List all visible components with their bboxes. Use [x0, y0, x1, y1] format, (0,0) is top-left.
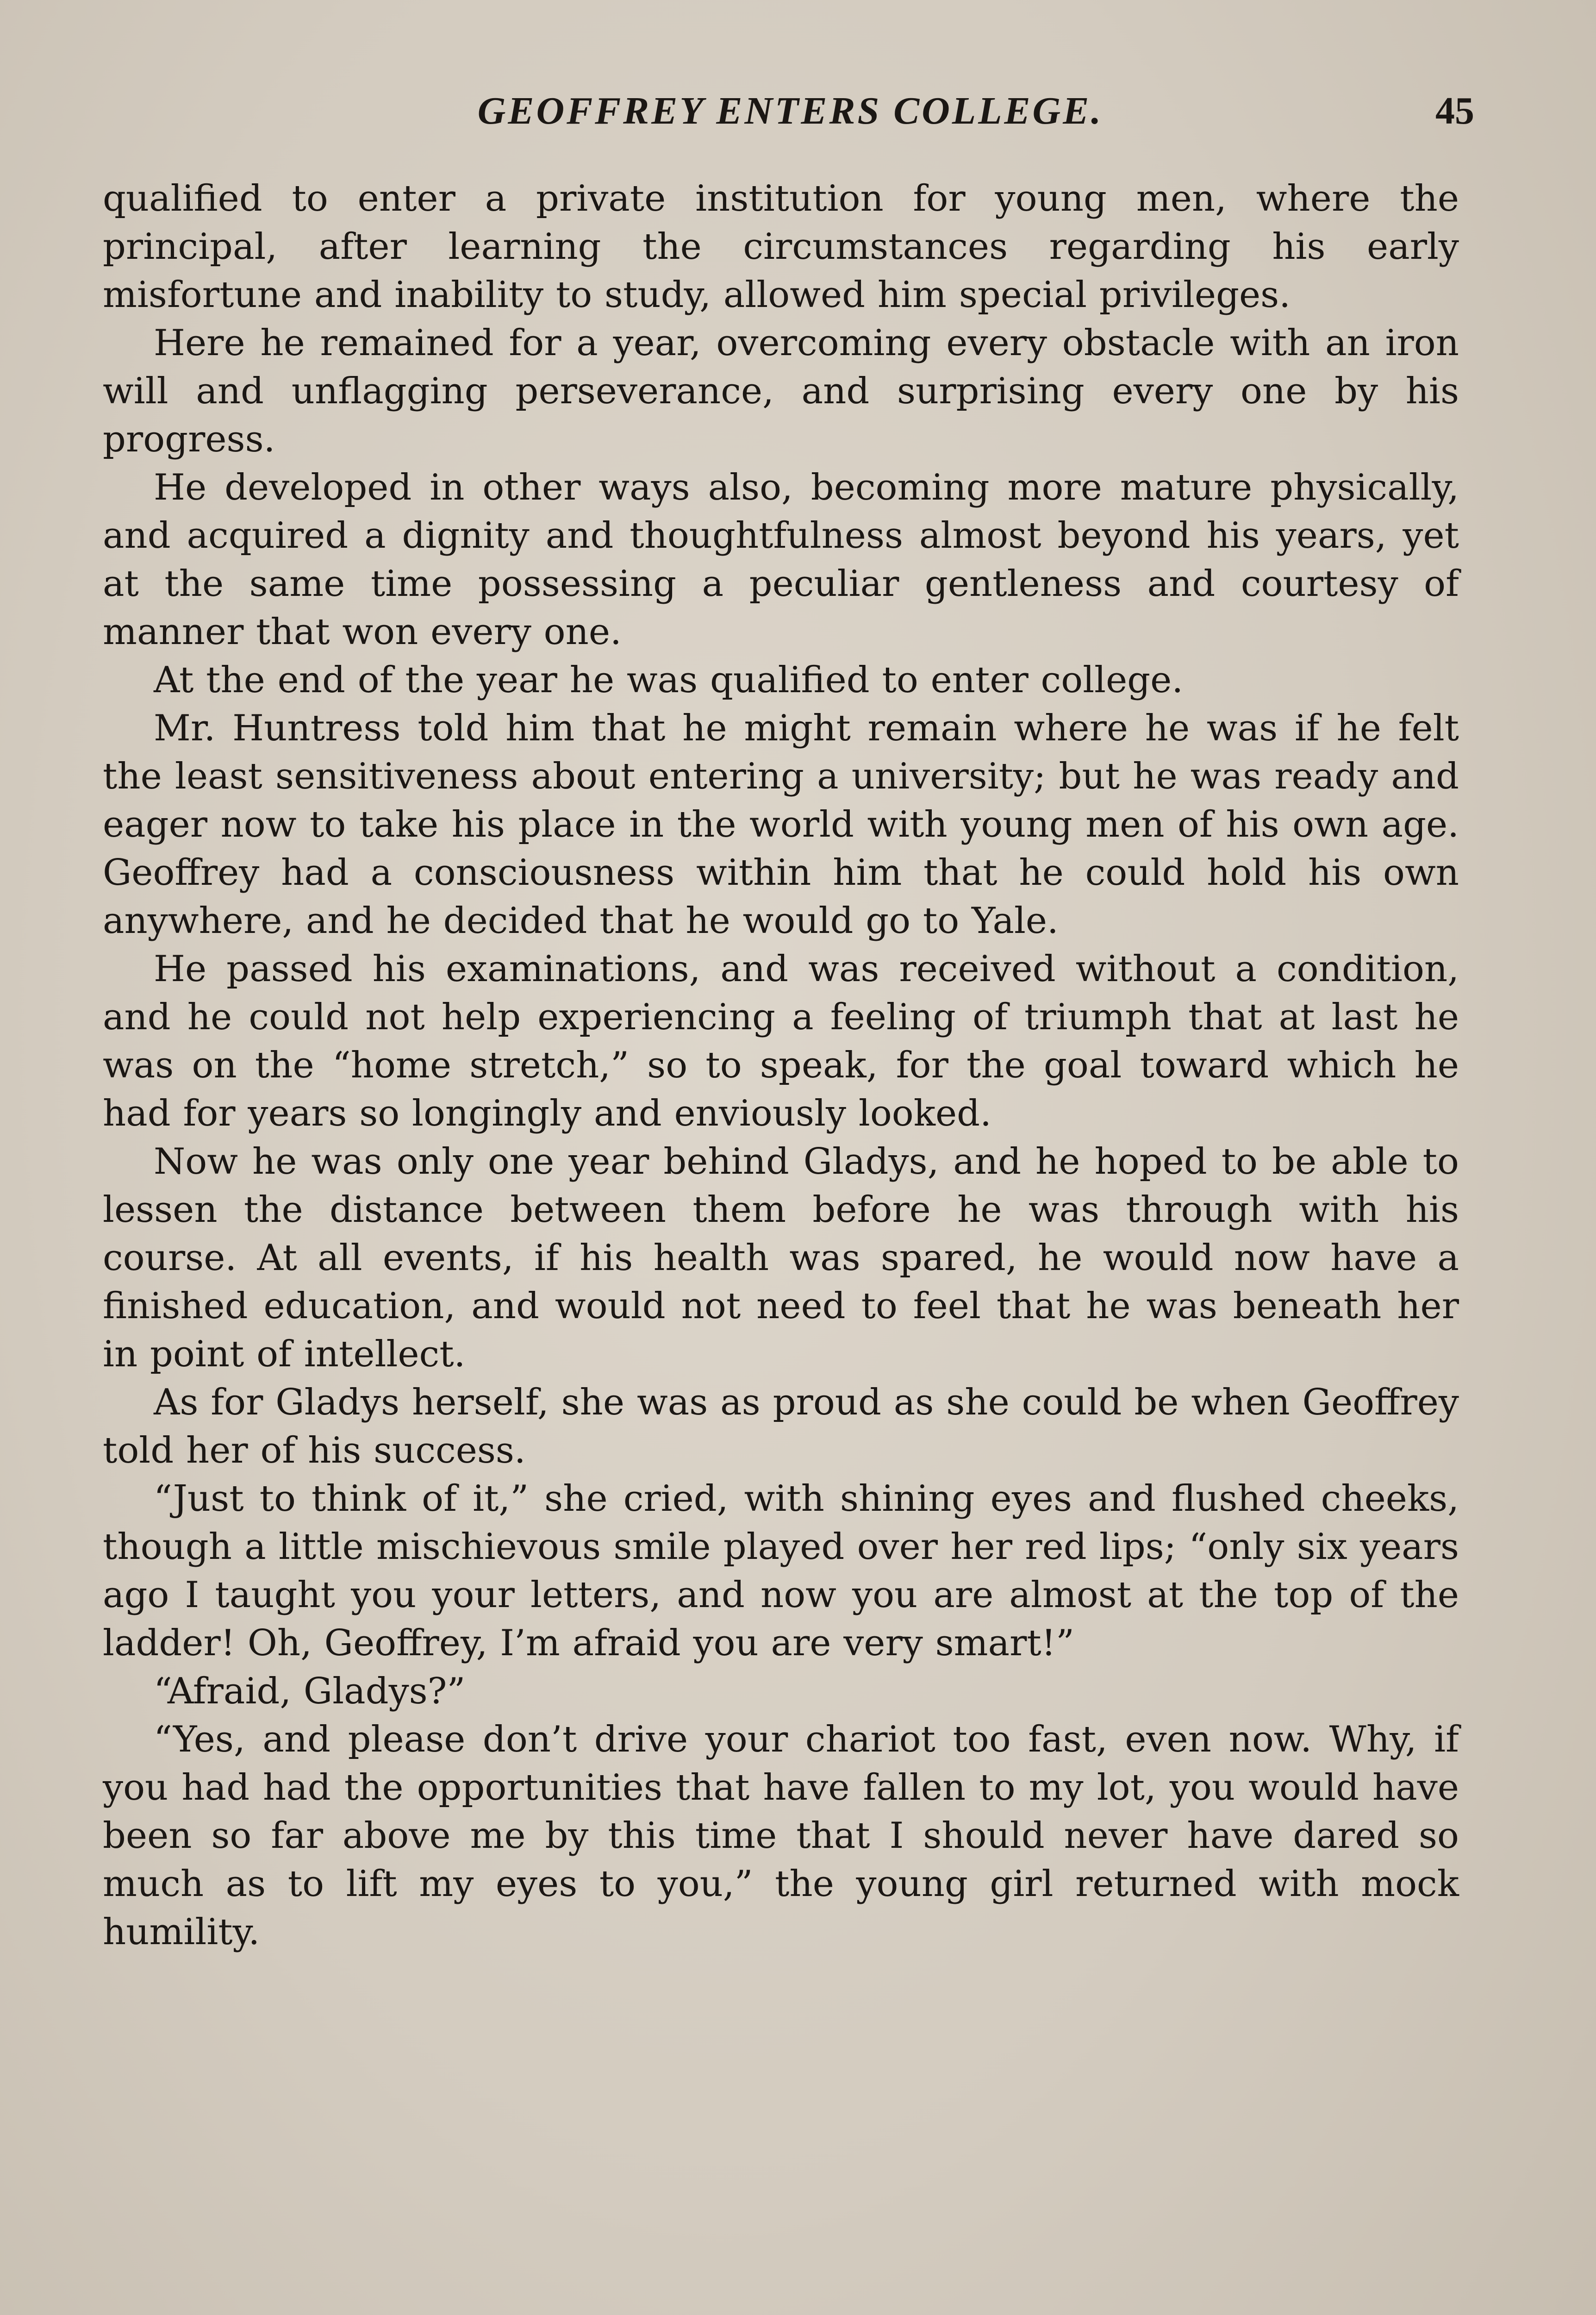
paragraph: He passed his examinations, and was received without a condition, and he could not help experiencing a feeling of triumph that at last he was on the “home stretch,” so to speak, for the goal toward which he had for years so longingly and enviously looked. — [103, 948, 1459, 1134]
paragraph: Mr. Huntress told him that he might remain where he was if he felt the least sensitiveness about entering a university; but he was ready and eager now to take his place in the world with young men of his own age. Geoffrey had a consciousness within him that he could hold his own anywhere, and he decided that he would go to Yale. — [103, 707, 1459, 942]
dialogue-paragraph: “Yes, and please don’t drive your chariot too fast, even now. Why, if you had had the opportunities that have fallen to my lot, you would have been so far above me by this time that I should never have dared so much as to lift my eyes to you,” the young girl returned with mock humility. — [103, 1719, 1459, 1953]
paragraph: As for Gladys herself, she was as proud as she could be when Geoffrey told her of his success. — [103, 1382, 1459, 1471]
paragraph: He developed in other ways also, becoming more mature physically, and acquired a dignity and thoughtfulness almost beyond his years, yet at the same time possessing a peculiar gentleness and courtesy of manner that won every one. — [103, 467, 1459, 653]
dialogue-paragraph: “Afraid, Gladys?” — [154, 1671, 466, 1712]
paragraph: Here he remained for a year, overcoming every obstacle with an iron will and unflagging perseverance, and surprising every one by his progress. — [103, 322, 1459, 460]
dialogue-paragraph: “Just to think of it,” she cried, with shining eyes and flushed cheeks, though a little mischievous smile played over her red lips; “only six years ago I taught you your letters, and now you are almost at the top of the ladder! Oh, Geoffrey, I’m afraid you are very smart!” — [103, 1478, 1459, 1664]
running-head: GEOFFREY ENTERS COLLEGE. — [477, 89, 1103, 132]
page-header — [106, 86, 1474, 141]
paragraph: Now he was only one year behind Gladys, and he hoped to be able to lessen the distance between them before he was through with his course. At all events, if his health was spared, he would now have a finished education, and would not need to feel that he was beneath her in point of intellect. — [103, 1141, 1459, 1375]
body-text — [103, 175, 1459, 1956]
paragraph: qualified to enter a private institution for young men, where the principal, after learning the circumstances regarding his early misfortune and inability to study, allowed him special privileges. — [103, 178, 1459, 316]
page-number: 45 — [1435, 89, 1474, 132]
paragraph: At the end of the year he was qualified to enter college. — [154, 659, 1184, 701]
